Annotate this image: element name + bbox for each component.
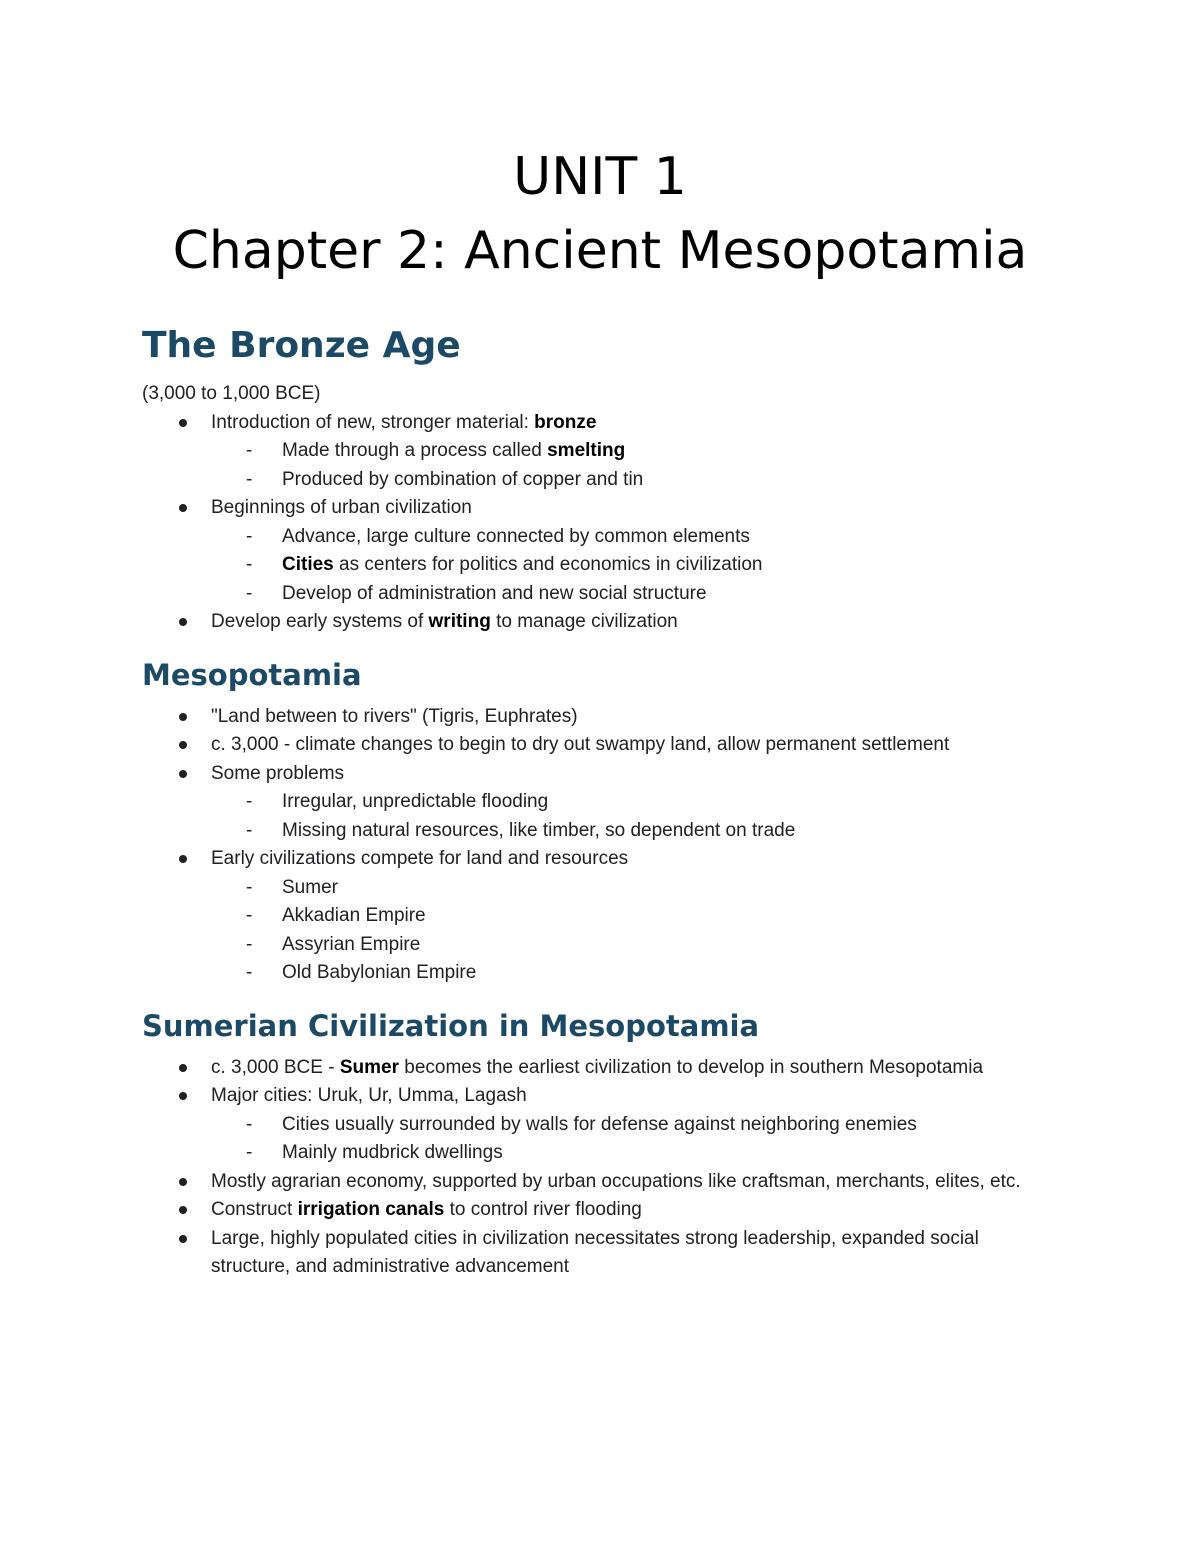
list-item: Some problems - Irregular, unpredictable flooding - Missing natural resources, like timber, so dependent on trade bbox=[142, 760, 1062, 846]
list-item: Develop early systems of writing to manage civilization bbox=[142, 608, 1062, 637]
sub-list-item: - Akkadian Empire bbox=[142, 902, 1062, 931]
dash-icon: - bbox=[246, 1113, 253, 1135]
dash-icon: - bbox=[246, 962, 253, 983]
bronze-age-dates: (3,000 to 1,000 BCE) bbox=[142, 383, 321, 404]
list-item: Early civilizations compete for land and resources - Sumer - Akkadian Empire - Assyrian Empire - Old Babylonian Empire bbox=[142, 845, 1062, 988]
sub-list-item: - Mainly mudbrick dwellings bbox=[142, 1139, 1062, 1168]
bullet-icon bbox=[179, 1235, 187, 1243]
list-item: Mostly agrarian economy, supported by urban occupations like craftsman, merchants, elites, etc. bbox=[142, 1168, 1062, 1197]
list-item: Large, highly populated cities in civilization necessitates strong leadership, expanded social structure, and administrative advancement bbox=[142, 1225, 1062, 1282]
sub-list bbox=[211, 1111, 1062, 1168]
list-item: "Land between to rivers" (Tigris, Euphrates) bbox=[142, 703, 1062, 732]
bullet-icon bbox=[179, 1064, 187, 1072]
bullet-icon bbox=[179, 419, 187, 427]
dash-icon: - bbox=[246, 819, 253, 841]
heading-sumerian-civilization: Sumerian Civilization in Mesopotamia bbox=[142, 1008, 760, 1043]
sub-list bbox=[211, 437, 1062, 494]
heading-bronze-age: The Bronze Age bbox=[142, 325, 461, 366]
dash-icon: - bbox=[246, 468, 253, 490]
list-item: Construct irrigation canals to control river flooding bbox=[142, 1196, 1062, 1225]
list-item: Introduction of new, stronger material: bronze - Made through a process called smelting - Produced by combination of copper and tin bbox=[142, 409, 1062, 495]
bullet-icon bbox=[179, 713, 187, 721]
sub-list bbox=[211, 788, 1062, 845]
list-item: Major cities: Uruk, Ur, Umma, Lagash - Cities usually surrounded by walls for defense against neighboring enemies - Mainly mudbrick dwellings bbox=[142, 1082, 1062, 1168]
sub-list-item: - Assyrian Empire bbox=[142, 931, 1062, 960]
dash-icon: - bbox=[246, 525, 253, 547]
sub-list-item: - Advance, large culture connected by common elements bbox=[142, 523, 1062, 552]
sub-list-item: - Cities usually surrounded by walls for defense against neighboring enemies bbox=[142, 1111, 1062, 1140]
sub-list-item: - Cities as centers for politics and economics in civilization bbox=[142, 551, 1062, 580]
dash-icon: - bbox=[246, 791, 253, 812]
list-item: c. 3,000 BCE - Sumer becomes the earliest civilization to develop in southern Mesopotamia bbox=[142, 1054, 1062, 1083]
bullet-icon bbox=[179, 1178, 187, 1186]
document-title bbox=[0, 140, 1200, 288]
dash-icon: - bbox=[246, 876, 253, 898]
mesopotamia-list bbox=[142, 703, 1062, 988]
list-item: Beginnings of urban civilization - Advance, large culture connected by common elements - Cities as centers for politics and economics in civilization - Develop of administration and new social structure bbox=[142, 494, 1062, 608]
bullet-icon bbox=[179, 618, 187, 626]
sub-list-item: - Develop of administration and new social structure bbox=[142, 580, 1062, 609]
list-item: c. 3,000 - climate changes to begin to dry out swampy land, allow permanent settlement bbox=[142, 731, 1062, 760]
bullet-icon bbox=[179, 1206, 187, 1214]
bronze-age-list bbox=[142, 409, 1062, 637]
dash-icon: - bbox=[246, 933, 253, 955]
sumerian-list bbox=[142, 1054, 1062, 1282]
sub-list-item: - Made through a process called smelting bbox=[142, 437, 1062, 466]
unit-title: UNIT 1 bbox=[513, 147, 687, 207]
sub-list-item: - Sumer bbox=[142, 874, 1062, 903]
document-body bbox=[142, 320, 1062, 1282]
dash-icon: - bbox=[246, 905, 253, 926]
chapter-title: Chapter 2: Ancient Mesopotamia bbox=[172, 221, 1028, 281]
bullet-icon bbox=[179, 1092, 187, 1100]
bullet-icon bbox=[179, 741, 187, 749]
sub-list-item: - Produced by combination of copper and tin bbox=[142, 466, 1062, 495]
dash-icon: - bbox=[246, 554, 253, 575]
dash-icon: - bbox=[246, 440, 253, 461]
bullet-icon bbox=[179, 770, 187, 778]
sub-list bbox=[211, 523, 1062, 609]
dash-icon: - bbox=[246, 582, 253, 604]
bullet-icon bbox=[179, 855, 187, 863]
sub-list bbox=[211, 874, 1062, 988]
bullet-icon bbox=[179, 504, 187, 512]
heading-mesopotamia: Mesopotamia bbox=[142, 657, 362, 692]
sub-list-item: - Missing natural resources, like timber, so dependent on trade bbox=[142, 817, 1062, 846]
sub-list-item: - Old Babylonian Empire bbox=[142, 959, 1062, 988]
dash-icon: - bbox=[246, 1142, 253, 1163]
sub-list-item: - Irregular, unpredictable flooding bbox=[142, 788, 1062, 817]
